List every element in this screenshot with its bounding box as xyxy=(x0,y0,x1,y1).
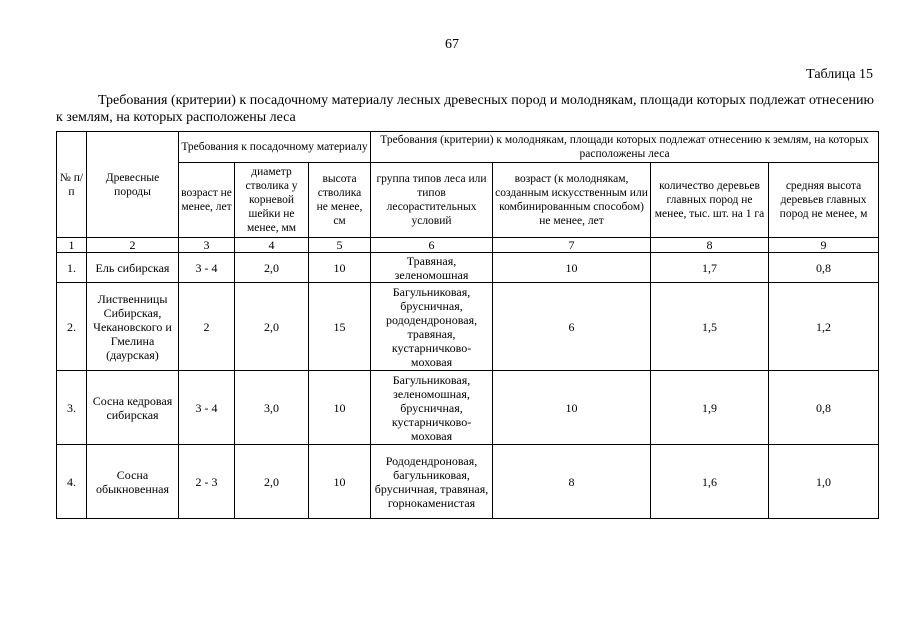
header-num: № п/п xyxy=(57,132,87,238)
row-diameter: 3,0 xyxy=(235,371,309,445)
requirements-table xyxy=(56,131,879,519)
row-forest-types: Травяная, зеленомошная xyxy=(371,253,493,283)
column-number: 4 xyxy=(235,238,309,253)
row-species: Сосна кедровая сибирская xyxy=(87,371,179,445)
header-age: возраст не менее, лет xyxy=(179,163,235,238)
header-forest-types: группа типов леса или типов лесорастительных условий xyxy=(371,163,493,238)
row-count: 1,5 xyxy=(651,283,769,371)
row-young-age: 6 xyxy=(493,283,651,371)
table-label: Таблица 15 xyxy=(806,67,873,82)
header-group-planting: Требования к посадочному материалу xyxy=(179,132,371,163)
row-diameter: 2,0 xyxy=(235,253,309,283)
row-count: 1,9 xyxy=(651,371,769,445)
row-count: 1,6 xyxy=(651,445,769,519)
column-number: 3 xyxy=(179,238,235,253)
column-number: 9 xyxy=(769,238,879,253)
row-height: 15 xyxy=(309,283,371,371)
row-age: 2 xyxy=(179,283,235,371)
row-age: 3 - 4 xyxy=(179,253,235,283)
column-number: 7 xyxy=(493,238,651,253)
row-num: 2. xyxy=(57,283,87,371)
row-age: 2 - 3 xyxy=(179,445,235,519)
row-species: Ель сибирская xyxy=(87,253,179,283)
row-height: 10 xyxy=(309,253,371,283)
row-diameter: 2,0 xyxy=(235,445,309,519)
column-number: 2 xyxy=(87,238,179,253)
header-count: количество деревьев главных пород не менее, тыс. шт. на 1 га xyxy=(651,163,769,238)
row-species: Лиственницы Сибирская, Чекановского и Гмелина (даурская) xyxy=(87,283,179,371)
row-avg-height: 0,8 xyxy=(769,253,879,283)
row-forest-types: Багульниковая, зеленомошная, брусничная, кустарничково-моховая xyxy=(371,371,493,445)
row-young-age: 10 xyxy=(493,253,651,283)
header-group-young: Требования (критерии) к молоднякам, площади которых подлежат отнесению к землям, на которых расположены леса xyxy=(371,132,879,163)
row-diameter: 2,0 xyxy=(235,283,309,371)
column-number: 5 xyxy=(309,238,371,253)
row-num: 1. xyxy=(57,253,87,283)
row-num: 4. xyxy=(57,445,87,519)
header-species: Древесные породы xyxy=(87,132,179,238)
row-forest-types: Рододендроновая, багульниковая, брусничная, травяная, горнокаменистая xyxy=(371,445,493,519)
row-height: 10 xyxy=(309,445,371,519)
table-row xyxy=(57,371,879,445)
table-caption: Требования (критерии) к посадочному материалу лесных древесных пород и молоднякам, площади которых подлежат отнесению к землям, на которых расположены леса xyxy=(56,93,874,125)
row-count: 1,7 xyxy=(651,253,769,283)
column-number: 8 xyxy=(651,238,769,253)
row-young-age: 8 xyxy=(493,445,651,519)
row-avg-height: 0,8 xyxy=(769,371,879,445)
table-row xyxy=(57,253,879,283)
row-avg-height: 1,2 xyxy=(769,283,879,371)
header-diameter: диаметр стволика у корневой шейки не менее, мм xyxy=(235,163,309,238)
row-young-age: 10 xyxy=(493,371,651,445)
header-height: высота стволика не менее, см xyxy=(309,163,371,238)
column-number: 6 xyxy=(371,238,493,253)
column-number: 1 xyxy=(57,238,87,253)
row-species: Сосна обыкновенная xyxy=(87,445,179,519)
header-avg-height: средняя высота деревьев главных пород не менее, м xyxy=(769,163,879,238)
row-num: 3. xyxy=(57,371,87,445)
row-forest-types: Багульниковая, брусничная, рододендроновая, травяная, кустарничково-моховая xyxy=(371,283,493,371)
table-row xyxy=(57,283,879,371)
table-row xyxy=(57,445,879,519)
row-avg-height: 1,0 xyxy=(769,445,879,519)
row-height: 10 xyxy=(309,371,371,445)
row-age: 3 - 4 xyxy=(179,371,235,445)
column-number-row xyxy=(57,238,879,253)
header-young-age: возраст (к молоднякам, созданным искусственным или комбинированным способом) не менее, лет xyxy=(493,163,651,238)
page-number: 67 xyxy=(445,37,459,52)
